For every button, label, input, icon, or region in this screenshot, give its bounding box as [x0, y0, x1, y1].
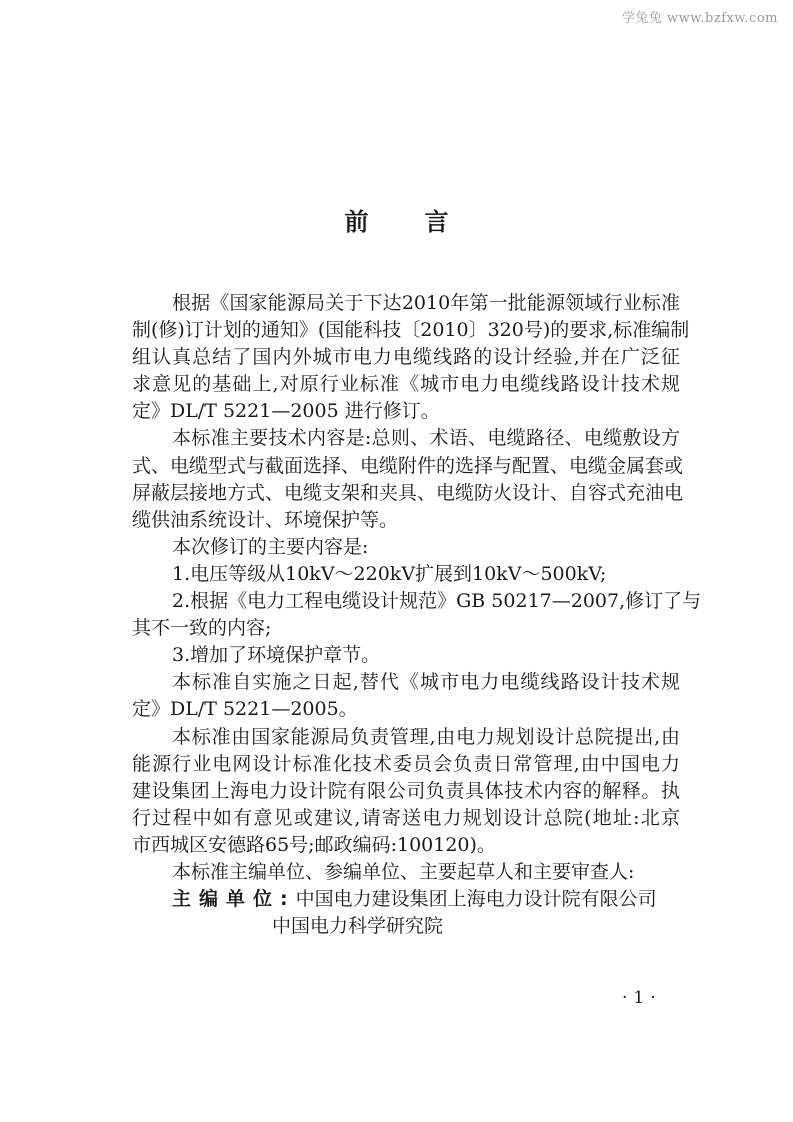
chief-editor-unit: 中国电力建设集团上海电力设计院有限公司 — [295, 888, 657, 911]
chief-editor-label: 主编单位: — [172, 888, 296, 911]
paragraph-line: 求意见的基础上,对原行业标准《城市电力电缆线路设计技术规 — [132, 373, 680, 396]
document-body — [132, 290, 702, 940]
chief-editor-unit: 中国电力科学研究院 — [272, 915, 444, 938]
paragraph-line: 缆供油系统设计、环境保护等。 — [132, 508, 399, 531]
paragraph-line: 市西城区安德路65号;邮政编码:100120)。 — [132, 833, 496, 856]
paragraph-line: 定》DL/T 5221—2005。 — [132, 698, 358, 721]
paragraph-line: 1.电压等级从10kV～220kV扩展到10kV～500kV; — [172, 562, 607, 585]
paragraph-line: 本次修订的主要内容是: — [172, 535, 369, 558]
paragraph-line: 定》DL/T 5221—2005 进行修订。 — [132, 400, 440, 423]
page-number: ·1· — [622, 988, 662, 1008]
chief-editor-row — [132, 886, 680, 913]
paragraph-line: 制(修)订计划的通知》(国能科技〔2010〕320号)的要求,标准编制 — [132, 319, 690, 342]
paragraph-line: 建设集团上海电力设计院有限公司负责具体技术内容的解释。执 — [132, 779, 680, 802]
paragraph-line: 2.根据《电力工程电缆设计规范》GB 50217—2007,修订了与 — [172, 590, 702, 613]
paragraph-line: 组认真总结了国内外城市电力电缆线路的设计经验,并在广泛征 — [132, 346, 680, 369]
paragraph-line: 式、电缆型式与截面选择、电缆附件的选择与配置、电缆金属套或 — [132, 454, 684, 477]
paragraph-line: 能源行业电网设计标准化技术委员会负责日常管理,由中国电力 — [132, 752, 680, 775]
paragraph-line: 本标准主编单位、参编单位、主要起草人和主要审查人: — [172, 860, 635, 883]
paragraph-line: 本标准由国家能源局负责管理,由电力规划设计总院提出,由 — [172, 725, 680, 748]
watermark: 学兔兔 www.bzfxw.com — [621, 11, 778, 26]
paragraph-line: 3.增加了环境保护章节。 — [172, 644, 381, 667]
paragraph-line: 本标准主要技术内容是:总则、术语、电缆路径、电缆敷设方 — [172, 427, 680, 450]
paragraph-line: 行过程中如有意见或建议,请寄送电力规划设计总院(地址:北京 — [132, 806, 680, 829]
page-title: 前言 — [344, 208, 505, 236]
paragraph-line: 本标准自实施之日起,替代《城市电力电缆线路设计技术规 — [172, 671, 680, 694]
paragraph-line: 根据《国家能源局关于下达2010年第一批能源领域行业标准 — [172, 292, 680, 314]
paragraph-line: 屏蔽层接地方式、电缆支架和夹具、电缆防火设计、自容式充油电 — [132, 481, 684, 504]
paragraph-line: 其不一致的内容; — [132, 617, 272, 640]
